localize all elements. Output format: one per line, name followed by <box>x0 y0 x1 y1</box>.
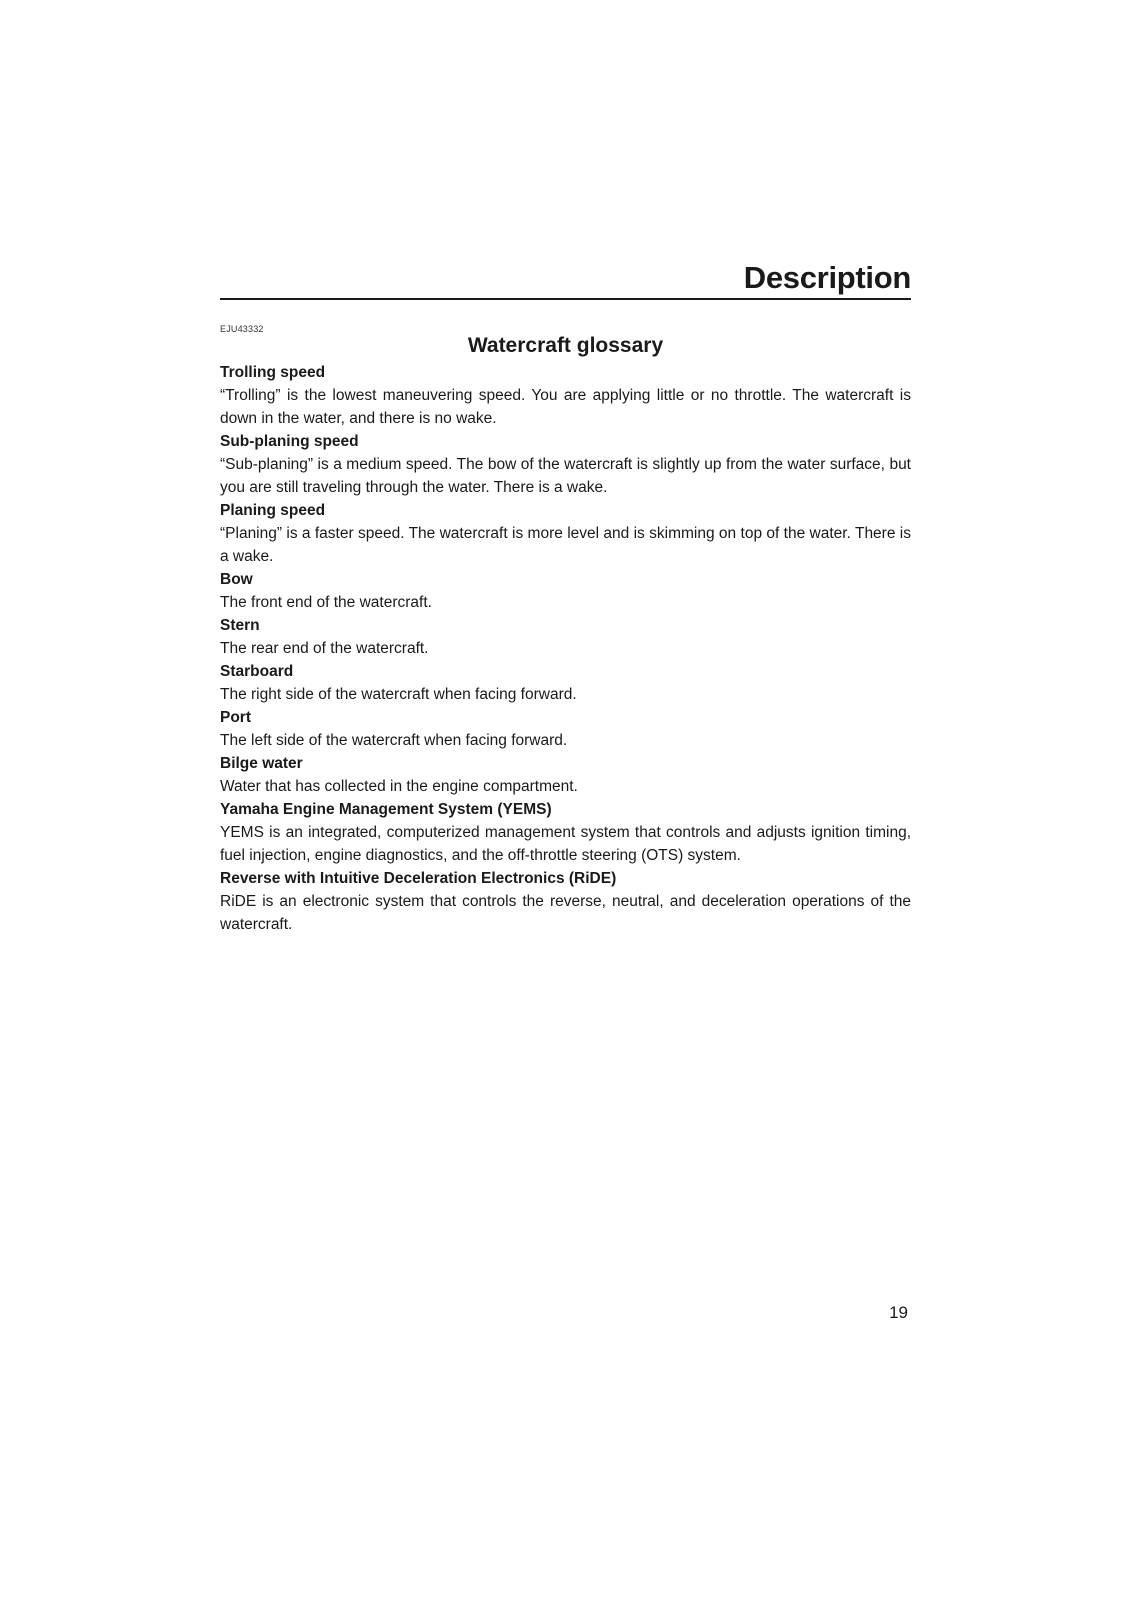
glossary-entry-sub-planing-speed <box>220 430 911 499</box>
glossary-term: Port <box>220 709 251 726</box>
glossary-term: Starboard <box>220 663 294 680</box>
document-code: EJU43332 <box>220 324 264 334</box>
glossary-entry-starboard <box>220 660 911 706</box>
glossary-term: Reverse with Intuitive Deceleration Electronics (RiDE) <box>220 870 617 887</box>
header-rule <box>220 298 911 300</box>
glossary-entry-trolling-speed <box>220 361 911 430</box>
glossary-definition: YEMS is an integrated, computerized management system that controls and adjusts ignition timing, fuel injection, engine diagnostics, and the off-throttle steering (OTS) system. <box>220 824 911 864</box>
glossary-entry-ride <box>220 867 911 936</box>
glossary-entry-bilge-water <box>220 752 911 798</box>
glossary-term: Bilge water <box>220 755 303 772</box>
glossary-definition: The right side of the watercraft when facing forward. <box>220 686 577 703</box>
glossary-entry-port <box>220 706 911 752</box>
page-number: 19 <box>889 1303 908 1322</box>
glossary-term: Bow <box>220 571 253 588</box>
glossary-term: Stern <box>220 617 260 634</box>
glossary-definition: “Sub-planing” is a medium speed. The bow of the watercraft is slightly up from the water surface, but you are still traveling through the water. There is a wake. <box>220 456 911 496</box>
glossary-definition: RiDE is an electronic system that controls the reverse, neutral, and deceleration operations of the watercraft. <box>220 893 911 933</box>
glossary-entry-yems <box>220 798 911 867</box>
section-title: Watercraft glossary <box>467 334 664 357</box>
glossary-definition: “Planing” is a faster speed. The watercraft is more level and is skimming on top of the water. There is a wake. <box>220 525 911 565</box>
glossary-term: Sub-planing speed <box>220 433 359 450</box>
glossary-definition: Water that has collected in the engine compartment. <box>220 778 578 795</box>
glossary-entry-planing-speed <box>220 499 911 568</box>
glossary-definition: “Trolling” is the lowest maneuvering speed. You are applying little or no throttle. The watercraft is down in the water, and there is no wake. <box>220 387 911 427</box>
glossary-term: Trolling speed <box>220 364 326 381</box>
glossary-entry-stern <box>220 614 911 660</box>
glossary-definition: The left side of the watercraft when facing forward. <box>220 732 568 749</box>
glossary-definition: The front end of the watercraft. <box>220 594 432 611</box>
glossary-list <box>220 361 911 936</box>
glossary-definition: The rear end of the watercraft. <box>220 640 429 657</box>
glossary-entry-bow <box>220 568 911 614</box>
glossary-term: Planing speed <box>220 502 326 519</box>
header-title: Description <box>743 260 911 295</box>
glossary-term: Yamaha Engine Management System (YEMS) <box>220 801 552 818</box>
